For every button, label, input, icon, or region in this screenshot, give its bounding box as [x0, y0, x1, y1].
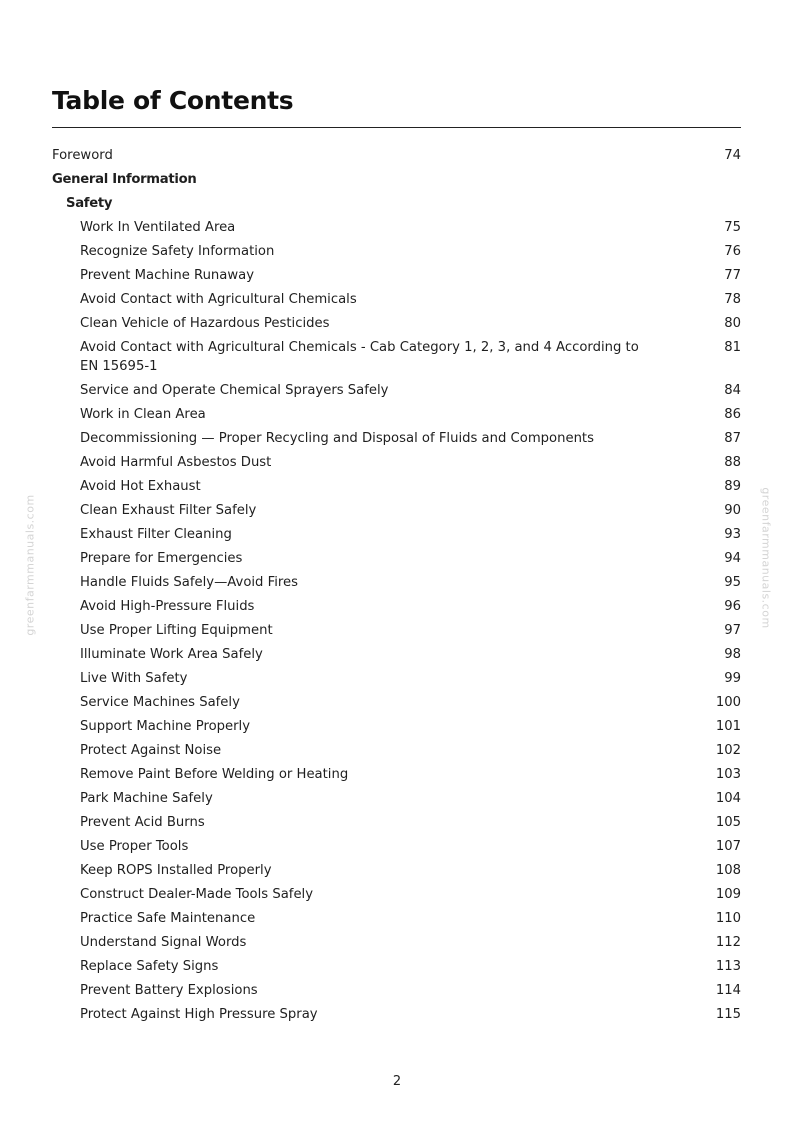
- toc-entry-label: Understand Signal Words: [80, 935, 247, 950]
- toc-heading-safety[interactable]: [52, 194, 741, 218]
- toc-entry-label: Clean Vehicle of Hazardous Pesticides: [80, 316, 330, 331]
- toc-entry-page: 108: [715, 863, 741, 878]
- toc-entry-label: Safety: [66, 196, 113, 211]
- toc-entry-page: 80: [724, 316, 741, 331]
- toc-entry[interactable]: [52, 501, 741, 525]
- toc-entry-page: 93: [724, 527, 741, 542]
- toc-entry-page: 98: [724, 647, 741, 662]
- toc-entry-label: Keep ROPS Installed Properly: [80, 863, 272, 878]
- toc-entry-label: Avoid Hot Exhaust: [80, 479, 201, 494]
- toc-entry-page: 87: [724, 431, 741, 446]
- watermark-left: greenfarmmanuals.com: [23, 494, 37, 636]
- toc-entry[interactable]: [52, 861, 741, 885]
- toc-entry-page: 84: [724, 383, 741, 398]
- toc-entry-page: 96: [724, 599, 741, 614]
- toc-entry-label: Construct Dealer-Made Tools Safely: [80, 887, 314, 902]
- toc-entry-page: 89: [724, 479, 741, 494]
- toc-entry[interactable]: [52, 290, 741, 314]
- toc-entry-label: Exhaust Filter Cleaning: [80, 527, 232, 542]
- toc-entry-page: 76: [724, 244, 741, 259]
- toc-entry[interactable]: [52, 477, 741, 501]
- toc-entry[interactable]: [52, 741, 741, 765]
- page-number: 2: [392, 1074, 402, 1089]
- toc-entry-foreword[interactable]: [52, 146, 741, 170]
- toc-entry-label: Recognize Safety Information: [80, 244, 275, 259]
- toc-entry[interactable]: [52, 789, 741, 813]
- toc-entry-page: 99: [724, 671, 741, 686]
- toc-entry-page: 74: [724, 148, 741, 163]
- toc-entry-label: Foreword: [52, 148, 113, 163]
- toc-entry-label: Clean Exhaust Filter Safely: [80, 503, 257, 518]
- toc-entry-page: 100: [715, 695, 741, 710]
- toc-entry-page: 110: [715, 911, 741, 926]
- toc-entry-page: 75: [724, 220, 741, 235]
- toc-entry-label: Protect Against High Pressure Spray: [80, 1007, 318, 1022]
- toc-entry[interactable]: [52, 453, 741, 477]
- toc-entry-page: 78: [724, 292, 741, 307]
- toc-entry-label: Work in Clean Area: [80, 407, 206, 422]
- toc-heading-general-information[interactable]: [52, 170, 741, 194]
- toc-entry-label: Avoid Contact with Agricultural Chemicals - Cab Category 1, 2, 3, and 4 According to EN 15695-1: [80, 340, 639, 374]
- toc-entry[interactable]: [52, 981, 741, 1005]
- toc-entry-label: Prevent Acid Burns: [80, 815, 205, 830]
- toc-entry[interactable]: [52, 933, 741, 957]
- toc-entry[interactable]: [52, 885, 741, 909]
- toc-entry-page: 88: [724, 455, 741, 470]
- toc-entry-label: Park Machine Safely: [80, 791, 213, 806]
- toc-entry[interactable]: [52, 405, 741, 429]
- toc-entry-page: 105: [715, 815, 741, 830]
- toc-entry[interactable]: [52, 381, 741, 405]
- toc-entry-label: Service Machines Safely: [80, 695, 240, 710]
- toc-entry-page: 90: [724, 503, 741, 518]
- toc-entry[interactable]: [52, 813, 741, 837]
- toc-entry-page: 104: [715, 791, 741, 806]
- toc-entry-page: 107: [715, 839, 741, 854]
- toc-entry[interactable]: [52, 765, 741, 789]
- title-divider: [52, 127, 741, 128]
- toc-entry-page: 86: [724, 407, 741, 422]
- toc-entry[interactable]: [52, 525, 741, 549]
- toc-entry-label: Prepare for Emergencies: [80, 551, 243, 566]
- toc-entry-page: 102: [715, 743, 741, 758]
- toc-entry[interactable]: [52, 266, 741, 290]
- toc-entry-label: Avoid Harmful Asbestos Dust: [80, 455, 272, 470]
- toc-entry-page: 103: [715, 767, 741, 782]
- toc-entry-label: Illuminate Work Area Safely: [80, 647, 263, 662]
- toc-entry-label: Service and Operate Chemical Sprayers Safely: [80, 383, 389, 398]
- toc-entry[interactable]: [52, 242, 741, 266]
- toc-entry[interactable]: [52, 957, 741, 981]
- toc-entry-label: Handle Fluids Safely—Avoid Fires: [80, 575, 299, 590]
- toc-entry-label: Practice Safe Maintenance: [80, 911, 256, 926]
- toc-entry-label: Work In Ventilated Area: [80, 220, 236, 235]
- toc-entry-label: Use Proper Tools: [80, 839, 189, 854]
- toc-entry-page: 97: [724, 623, 741, 638]
- toc-entry-label: Avoid High-Pressure Fluids: [80, 599, 255, 614]
- toc-entry[interactable]: [52, 621, 741, 645]
- toc-entry[interactable]: [52, 837, 741, 861]
- toc-entry-label: Support Machine Properly: [80, 719, 251, 734]
- toc-entry[interactable]: [52, 429, 741, 453]
- toc-entry-label: Protect Against Noise: [80, 743, 222, 758]
- toc-entry[interactable]: [52, 645, 741, 669]
- toc-entry-page: 81: [724, 340, 741, 355]
- watermark-right: greenfarmmanuals.com: [759, 487, 773, 629]
- toc-entry-label: Live With Safety: [80, 671, 188, 686]
- toc-list: [52, 146, 741, 1029]
- toc-entry-label: Prevent Machine Runaway: [80, 268, 255, 283]
- toc-entry-label: Avoid Contact with Agricultural Chemicals: [80, 292, 357, 307]
- toc-entry-page: 101: [715, 719, 741, 734]
- toc-entry[interactable]: [52, 573, 741, 597]
- toc-entry-label: Use Proper Lifting Equipment: [80, 623, 273, 638]
- toc-entry-page: 109: [715, 887, 741, 902]
- page-title: Table of Contents: [52, 86, 294, 115]
- toc-entry-page: 114: [715, 983, 741, 998]
- toc-entry-page: 112: [715, 935, 741, 950]
- toc-entry-page: 77: [724, 268, 741, 283]
- toc-entry[interactable]: [52, 909, 741, 933]
- toc-entry-label: Prevent Battery Explosions: [80, 983, 258, 998]
- toc-entry-page: 95: [724, 575, 741, 590]
- toc-entry-page: 113: [715, 959, 741, 974]
- toc-entry-label: Remove Paint Before Welding or Heating: [80, 767, 349, 782]
- toc-entry[interactable]: [52, 218, 741, 242]
- toc-entry[interactable]: [52, 1005, 741, 1029]
- toc-entry[interactable]: [52, 669, 741, 693]
- toc-entry-label: General Information: [52, 172, 197, 187]
- toc-entry[interactable]: [52, 597, 741, 621]
- toc-entry-page: 94: [724, 551, 741, 566]
- toc-entry[interactable]: [52, 314, 741, 338]
- toc-entry[interactable]: [52, 717, 741, 741]
- toc-entry-label: Replace Safety Signs: [80, 959, 219, 974]
- toc-entry[interactable]: [52, 549, 741, 573]
- toc-entry[interactable]: [52, 693, 741, 717]
- toc-entry[interactable]: [52, 338, 741, 381]
- toc-entry-page: 115: [715, 1007, 741, 1022]
- toc-entry-label: Decommissioning — Proper Recycling and Disposal of Fluids and Components: [80, 431, 594, 446]
